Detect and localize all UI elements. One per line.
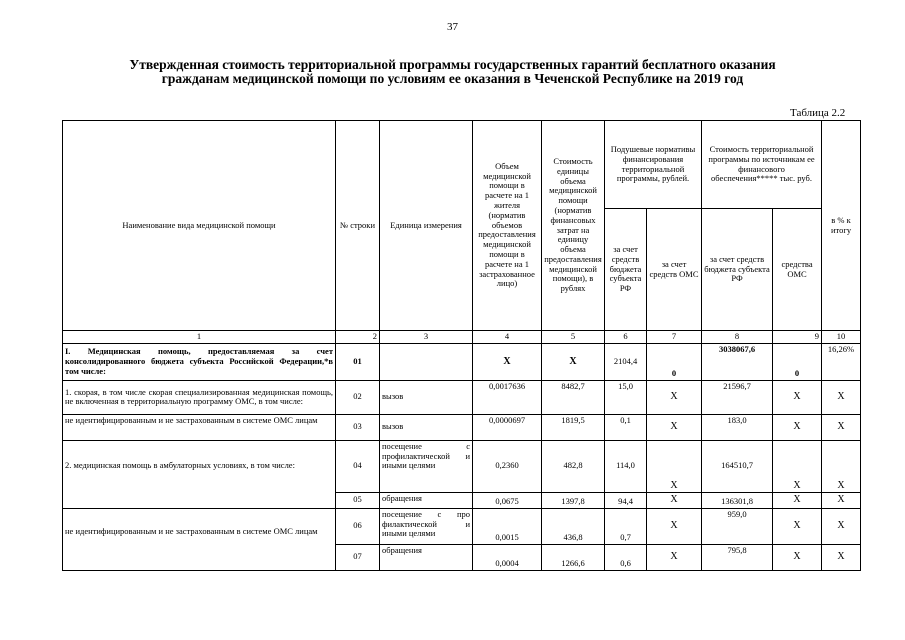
col-number: 2 — [336, 331, 380, 344]
row-oms-total: X — [773, 440, 822, 492]
row-no: 05 — [336, 492, 380, 508]
row-name: не идентифицированным и не застрахованным в системе ОМС лицам — [63, 414, 336, 440]
row-volume: 0,0000697 — [473, 414, 542, 440]
header-percent: в % к итогу — [822, 121, 861, 331]
col-number: 7 — [647, 331, 702, 344]
table-row — [63, 508, 861, 544]
header-name: Наименование вида медицинской помощи — [63, 121, 336, 331]
column-numbers-row — [63, 331, 861, 344]
row-budget-total: 959,0 — [702, 508, 773, 544]
row-oms-total: X — [773, 544, 822, 570]
header-oms-9: средства ОМС — [773, 209, 822, 331]
row-unit: вызов — [380, 414, 473, 440]
row-unit-cost: 436,8 — [542, 508, 605, 544]
header-budget-rf-8: за счет средств бюджета субъекта РФ — [702, 209, 773, 331]
row-percent: X — [822, 492, 861, 508]
row-unit-cost: 1397,8 — [542, 492, 605, 508]
row-unit-cost: 8482,7 — [542, 380, 605, 414]
row-no: 01 — [336, 343, 380, 380]
table-row — [63, 440, 861, 492]
row-budget-total: 164510,7 — [702, 440, 773, 492]
row-name: не идентифицированным и не застрахованным в системе ОМС лицам — [63, 508, 336, 570]
row-unit-cost: 1266,6 — [542, 544, 605, 570]
header-row-no: № строки — [336, 121, 380, 331]
header-row-1 — [63, 121, 861, 209]
row-budget-per-capita: 114,0 — [605, 440, 647, 492]
row-budget-per-capita: 2104,4 — [605, 343, 647, 380]
row-unit: обращения — [380, 544, 473, 570]
row-no: 06 — [336, 508, 380, 544]
row-oms-per-capita: X — [647, 544, 702, 570]
row-budget-total: 795,8 — [702, 544, 773, 570]
row-name: 2. медицинская помощь в амбулаторных условиях, в том числе: — [63, 440, 336, 508]
row-unit: посещение с профилактической и иными целями — [380, 440, 473, 492]
row-unit: вызов — [380, 380, 473, 414]
row-oms-per-capita: X — [647, 508, 702, 544]
col-number: 3 — [380, 331, 473, 344]
row-unit-cost: 1819,5 — [542, 414, 605, 440]
row-percent: X — [822, 440, 861, 492]
row-volume: X — [473, 343, 542, 380]
col-number: 6 — [605, 331, 647, 344]
row-volume: 0,0004 — [473, 544, 542, 570]
row-name: 1. скорая, в том числе скорая специализированная медицинская помощь, не включенная в территориальную программу ОМС, в том числе: — [63, 380, 336, 414]
table-row — [63, 380, 861, 414]
table-row — [63, 343, 861, 380]
header-unit-cost: Стоимость единицы объема медицинской помощи (норматив финансовых затрат на единицу объема предоставления медицинской помощи), в рублях — [542, 121, 605, 331]
row-oms-per-capita: X — [647, 492, 702, 508]
row-unit — [380, 343, 473, 380]
row-no: 03 — [336, 414, 380, 440]
row-budget-per-capita: 0,6 — [605, 544, 647, 570]
row-budget-per-capita: 0,7 — [605, 508, 647, 544]
header-per-capita: Подушевые нормативы финансирования территориальной программы, рублей. — [605, 121, 702, 209]
row-percent: X — [822, 380, 861, 414]
row-no: 04 — [336, 440, 380, 492]
row-volume: 0,0015 — [473, 508, 542, 544]
row-oms-per-capita: X — [647, 380, 702, 414]
row-no: 07 — [336, 544, 380, 570]
row-oms-per-capita: X — [647, 440, 702, 492]
row-budget-total: 3038067,6 — [702, 343, 773, 380]
table-row — [63, 414, 861, 440]
row-budget-total: 136301,8 — [702, 492, 773, 508]
header-budget-rf-6: за счет средств бюджета субъекта РФ — [605, 209, 647, 331]
row-volume: 0,0017636 — [473, 380, 542, 414]
row-unit: обращения — [380, 492, 473, 508]
row-percent: X — [822, 414, 861, 440]
row-percent: X — [822, 544, 861, 570]
page-number: 37 — [447, 21, 458, 33]
col-number: 9 — [773, 331, 822, 344]
row-unit: посещение с про филактической и иными целями — [380, 508, 473, 544]
row-no: 02 — [336, 380, 380, 414]
row-oms-total: X — [773, 508, 822, 544]
row-unit-cost: 482,8 — [542, 440, 605, 492]
row-budget-per-capita: 15,0 — [605, 380, 647, 414]
row-oms-per-capita: X — [647, 414, 702, 440]
row-name: I. Медицинская помощь, предоставляемая за счет консолидированного бюджета субъекта Российской Федерации,*в том числе: — [63, 343, 336, 380]
row-percent: X — [822, 508, 861, 544]
header-oms-7: за счет средств ОМС — [647, 209, 702, 331]
row-oms-total: 0 — [773, 343, 822, 380]
header-program-cost: Стоимость территориальной программы по источникам ее финансового обеспечения***** тыс. руб. — [702, 121, 822, 209]
title-line-1: Утвержденная стоимость территориальной программы государственных гарантий бесплатного оказания — [129, 57, 776, 72]
cost-table — [62, 120, 861, 571]
col-number: 5 — [542, 331, 605, 344]
row-oms-total: X — [773, 414, 822, 440]
row-oms-total: X — [773, 492, 822, 508]
header-volume: Объем медицинской помощи в расчете на 1 жителя (норматив объемов предоставления медицинской помощи в расчете на 1 застрахованное лицо) — [473, 121, 542, 331]
row-percent: 16,26% — [822, 343, 861, 380]
col-number: 4 — [473, 331, 542, 344]
row-budget-total: 21596,7 — [702, 380, 773, 414]
col-number: 10 — [822, 331, 861, 344]
header-unit: Единица измерения — [380, 121, 473, 331]
row-budget-per-capita: 94,4 — [605, 492, 647, 508]
col-number: 8 — [702, 331, 773, 344]
row-volume: 0,0675 — [473, 492, 542, 508]
row-oms-per-capita: 0 — [647, 343, 702, 380]
row-volume: 0,2360 — [473, 440, 542, 492]
title-line-2: гражданам медицинской помощи по условиям ее оказания в Чеченской Республике на 2019 год — [161, 71, 744, 86]
row-oms-total: X — [773, 380, 822, 414]
row-budget-total: 183,0 — [702, 414, 773, 440]
row-unit-cost: X — [542, 343, 605, 380]
row-budget-per-capita: 0,1 — [605, 414, 647, 440]
document-title — [60, 58, 845, 86]
table-label: Таблица 2.2 — [790, 107, 846, 119]
col-number: 1 — [63, 331, 336, 344]
